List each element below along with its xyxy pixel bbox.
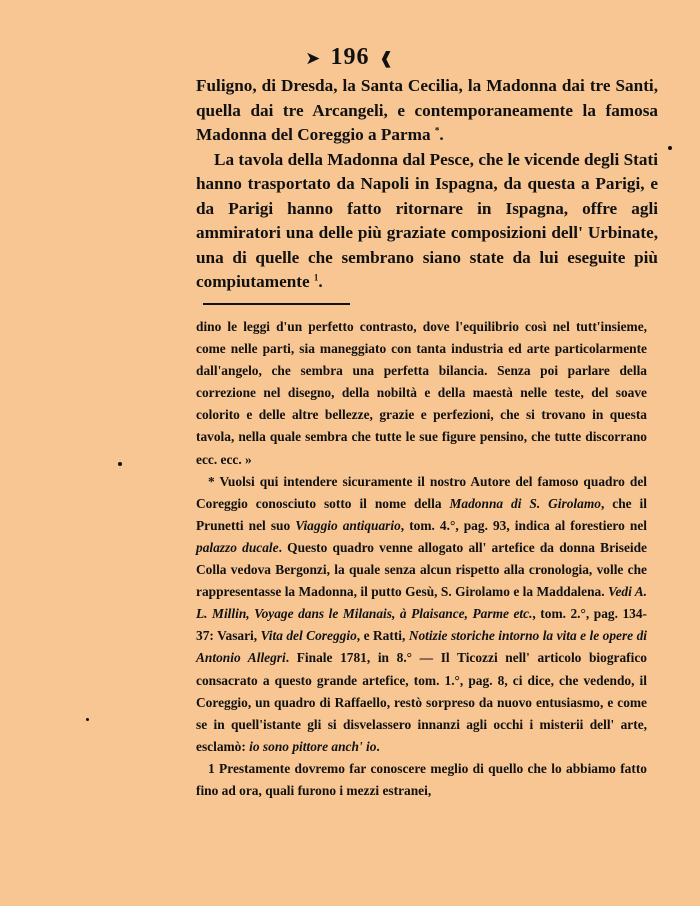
right-ornament-icon: ❰ [379,50,394,68]
footnote-continuation: dino le leggi d'un perfetto contrasto, dove l'equilibrio così nel tutt'insieme, come nelle parti, sia maneggiato con tanta industria ed arte particolarmente dall'angelo, che sembra una perfetta bilancia. Senza poi parlare della correzione nel disegno, della nobiltà e della maestà nelle teste, del soave colorito e delle altre bellezze, grazie e perfezioni, che si trovano in questa tavola, nella quale sembra che tutte le sue figure pensino, che tutte discorrano ecc. ecc. » [196,319,647,467]
paper-speck [86,718,89,721]
footnote-ref-star: * [434,125,440,136]
page-number [0,44,700,71]
footnote-1: 1 Prestamente dovremo far conoscere meglio di quello che lo abbiamo fatto fino ad ora, quali furono i mezzi estranei, [196,760,647,798]
page-number-value: 196 [330,44,370,70]
paper-speck [668,146,672,150]
paper-speck [118,462,122,466]
main-paragraph-2: La tavola della Madonna dal Pesce, che le vicende degli Stati hanno trasportato da Napoli in Ispagna, da questa a Parigi, e da Parigi hanno fatto ritornare in Ispagna, offre agli ammiratori una delle più graziate composizioni dell' Urbinate, una di quelle che sembrano siano state da lui eseguite più compiutamente $^1$. [196,149,658,291]
footnote-ref-1: 1 [313,272,319,283]
main-paragraph-1: Fuligno, di Dresda, la Santa Cecilia, la Madonna dai tre Santi, quella dai tre Arcangeli, e contemporaneamente la famosa Madonna del Coreggio a Parma *. [196,76,658,144]
footnote-divider [203,303,350,305]
footnote-star: * Vuolsi qui intendere sicuramente il nostro Autore del famoso quadro del Coreggio conosciuto sotto il nome della Madonna di S. Girolamo, che il Prunetti nel suo Viaggio antiquario, tom. 4.°, pag. 93, indica al forestiero nel palazzo ducale. Questo quadro venne allogato all' artefice da donna Briseide Colla vedova Bergonzi, la quale senza alcun rispetto alla cronologia, volle che rappresentasse la Madonna, il putto Gesù, S. Girolamo e la Maddalena. Vedi A. L. Millin, Voyage dans le Milanais, à Plaisance, Parme etc., tom. 2.°, pag. 134-37: Vasari, Vita del Coreggio, e Ratti, Notizie storiche intorno la vita e le opere di Antonio Allegri. Finale 1781, in 8.° — Il Ticozzi nell' articolo biografico consacrato a questo grande artefice, tom. 1.°, pag. 8, ci dice, che vedendo, il Coreggio, un quadro di Raffaello, restò sorpreso da nuovo entusiasmo, e come se in quell'istante gli si disvelassero innanzi agli occhi i misterii dell' arte, esclamò: io sono pittore anch' io. [196,473,648,754]
footnotes [196,316,647,802]
main-text [196,74,658,295]
left-ornament-icon: ➤ [306,50,321,68]
